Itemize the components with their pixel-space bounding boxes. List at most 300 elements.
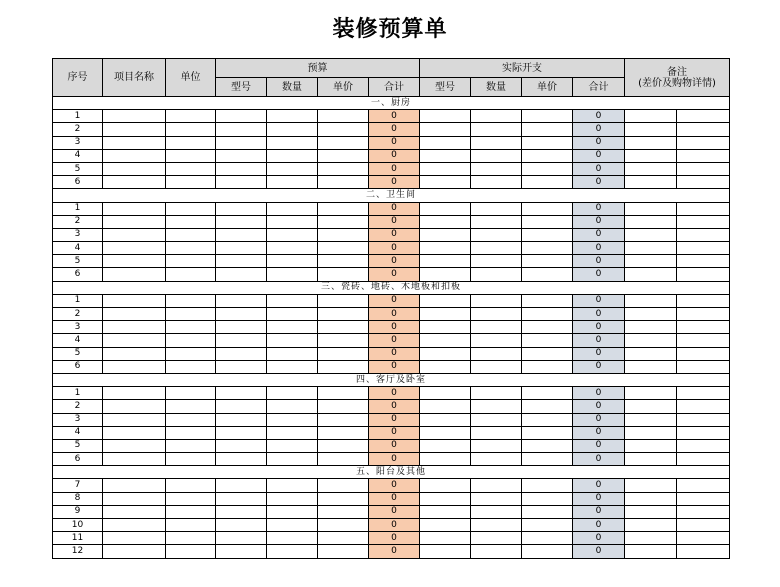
cell-budget-model[interactable] — [216, 360, 267, 373]
cell-unit[interactable] — [166, 413, 216, 426]
cell-actual-total[interactable]: 0 — [573, 492, 625, 505]
cell-actual-qty[interactable] — [471, 215, 522, 228]
cell-remark-b[interactable] — [677, 215, 730, 228]
cell-actual-model[interactable] — [420, 387, 471, 400]
cell-unit[interactable] — [166, 202, 216, 215]
cell-actual-model[interactable] — [420, 479, 471, 492]
cell-actual-price[interactable] — [522, 321, 573, 334]
cell-remark-b[interactable] — [677, 426, 730, 439]
cell-actual-qty[interactable] — [471, 268, 522, 281]
cell-item-name[interactable] — [103, 202, 166, 215]
cell-budget-model[interactable] — [216, 321, 267, 334]
cell-budget-qty[interactable] — [267, 453, 318, 466]
cell-budget-total[interactable]: 0 — [369, 294, 420, 307]
cell-seq[interactable]: 2 — [53, 400, 103, 413]
cell-unit[interactable] — [166, 176, 216, 189]
cell-item-name[interactable] — [103, 347, 166, 360]
cell-remark-a[interactable] — [625, 202, 677, 215]
cell-actual-qty[interactable] — [471, 387, 522, 400]
cell-unit[interactable] — [166, 439, 216, 452]
cell-unit[interactable] — [166, 215, 216, 228]
cell-remark-a[interactable] — [625, 360, 677, 373]
cell-item-name[interactable] — [103, 492, 166, 505]
cell-actual-price[interactable] — [522, 242, 573, 255]
cell-actual-qty[interactable] — [471, 532, 522, 545]
cell-remark-a[interactable] — [625, 426, 677, 439]
cell-seq[interactable]: 11 — [53, 532, 103, 545]
cell-budget-total[interactable]: 0 — [369, 149, 420, 162]
cell-actual-model[interactable] — [420, 162, 471, 175]
cell-budget-qty[interactable] — [267, 321, 318, 334]
cell-unit[interactable] — [166, 110, 216, 123]
cell-unit[interactable] — [166, 308, 216, 321]
cell-budget-price[interactable] — [318, 387, 369, 400]
cell-actual-total[interactable]: 0 — [573, 162, 625, 175]
cell-budget-model[interactable] — [216, 334, 267, 347]
cell-actual-price[interactable] — [522, 202, 573, 215]
cell-budget-qty[interactable] — [267, 202, 318, 215]
cell-budget-total[interactable]: 0 — [369, 505, 420, 518]
cell-remark-a[interactable] — [625, 545, 677, 558]
cell-seq[interactable]: 3 — [53, 413, 103, 426]
cell-actual-model[interactable] — [420, 426, 471, 439]
cell-actual-price[interactable] — [522, 347, 573, 360]
cell-budget-model[interactable] — [216, 242, 267, 255]
cell-seq[interactable]: 1 — [53, 294, 103, 307]
cell-budget-price[interactable] — [318, 294, 369, 307]
cell-unit[interactable] — [166, 505, 216, 518]
cell-budget-total[interactable]: 0 — [369, 321, 420, 334]
cell-remark-b[interactable] — [677, 255, 730, 268]
cell-unit[interactable] — [166, 228, 216, 241]
cell-seq[interactable]: 4 — [53, 334, 103, 347]
cell-actual-qty[interactable] — [471, 110, 522, 123]
cell-remark-b[interactable] — [677, 347, 730, 360]
cell-budget-price[interactable] — [318, 268, 369, 281]
cell-actual-qty[interactable] — [471, 426, 522, 439]
cell-budget-price[interactable] — [318, 334, 369, 347]
cell-budget-qty[interactable] — [267, 532, 318, 545]
cell-remark-a[interactable] — [625, 519, 677, 532]
cell-budget-total[interactable]: 0 — [369, 334, 420, 347]
cell-budget-model[interactable] — [216, 439, 267, 452]
cell-actual-price[interactable] — [522, 532, 573, 545]
cell-actual-qty[interactable] — [471, 176, 522, 189]
cell-actual-price[interactable] — [522, 294, 573, 307]
cell-item-name[interactable] — [103, 387, 166, 400]
cell-actual-price[interactable] — [522, 228, 573, 241]
cell-item-name[interactable] — [103, 439, 166, 452]
cell-actual-total[interactable]: 0 — [573, 413, 625, 426]
cell-actual-model[interactable] — [420, 519, 471, 532]
cell-remark-b[interactable] — [677, 545, 730, 558]
cell-budget-model[interactable] — [216, 162, 267, 175]
cell-actual-price[interactable] — [522, 439, 573, 452]
cell-budget-model[interactable] — [216, 149, 267, 162]
cell-budget-qty[interactable] — [267, 136, 318, 149]
cell-unit[interactable] — [166, 479, 216, 492]
cell-actual-total[interactable]: 0 — [573, 400, 625, 413]
cell-budget-price[interactable] — [318, 492, 369, 505]
cell-actual-price[interactable] — [522, 215, 573, 228]
cell-budget-qty[interactable] — [267, 149, 318, 162]
cell-actual-price[interactable] — [522, 176, 573, 189]
cell-remark-a[interactable] — [625, 413, 677, 426]
cell-remark-b[interactable] — [677, 228, 730, 241]
cell-remark-a[interactable] — [625, 400, 677, 413]
cell-budget-total[interactable]: 0 — [369, 202, 420, 215]
cell-remark-a[interactable] — [625, 110, 677, 123]
cell-budget-model[interactable] — [216, 400, 267, 413]
cell-actual-model[interactable] — [420, 215, 471, 228]
cell-actual-price[interactable] — [522, 123, 573, 136]
cell-actual-total[interactable]: 0 — [573, 439, 625, 452]
cell-remark-a[interactable] — [625, 123, 677, 136]
cell-seq[interactable]: 8 — [53, 492, 103, 505]
cell-seq[interactable]: 1 — [53, 387, 103, 400]
cell-budget-qty[interactable] — [267, 228, 318, 241]
cell-remark-b[interactable] — [677, 519, 730, 532]
cell-remark-a[interactable] — [625, 294, 677, 307]
cell-actual-total[interactable]: 0 — [573, 242, 625, 255]
cell-actual-price[interactable] — [522, 492, 573, 505]
cell-budget-price[interactable] — [318, 360, 369, 373]
cell-remark-b[interactable] — [677, 492, 730, 505]
cell-seq[interactable]: 10 — [53, 519, 103, 532]
cell-remark-b[interactable] — [677, 387, 730, 400]
cell-actual-total[interactable]: 0 — [573, 426, 625, 439]
cell-unit[interactable] — [166, 334, 216, 347]
cell-actual-qty[interactable] — [471, 347, 522, 360]
cell-budget-total[interactable]: 0 — [369, 268, 420, 281]
cell-unit[interactable] — [166, 242, 216, 255]
cell-remark-a[interactable] — [625, 321, 677, 334]
cell-actual-model[interactable] — [420, 123, 471, 136]
cell-budget-qty[interactable] — [267, 123, 318, 136]
cell-actual-price[interactable] — [522, 453, 573, 466]
cell-budget-qty[interactable] — [267, 110, 318, 123]
cell-actual-model[interactable] — [420, 268, 471, 281]
cell-budget-price[interactable] — [318, 400, 369, 413]
cell-actual-price[interactable] — [522, 519, 573, 532]
cell-remark-a[interactable] — [625, 492, 677, 505]
cell-remark-b[interactable] — [677, 110, 730, 123]
cell-item-name[interactable] — [103, 294, 166, 307]
cell-item-name[interactable] — [103, 136, 166, 149]
cell-budget-model[interactable] — [216, 123, 267, 136]
cell-actual-price[interactable] — [522, 400, 573, 413]
cell-remark-b[interactable] — [677, 532, 730, 545]
cell-budget-qty[interactable] — [267, 505, 318, 518]
cell-budget-model[interactable] — [216, 453, 267, 466]
cell-seq[interactable]: 9 — [53, 505, 103, 518]
cell-budget-total[interactable]: 0 — [369, 308, 420, 321]
cell-seq[interactable]: 1 — [53, 110, 103, 123]
cell-budget-total[interactable]: 0 — [369, 176, 420, 189]
cell-budget-total[interactable]: 0 — [369, 453, 420, 466]
cell-budget-total[interactable]: 0 — [369, 255, 420, 268]
cell-budget-qty[interactable] — [267, 255, 318, 268]
cell-actual-qty[interactable] — [471, 492, 522, 505]
cell-remark-a[interactable] — [625, 308, 677, 321]
cell-actual-model[interactable] — [420, 545, 471, 558]
cell-item-name[interactable] — [103, 308, 166, 321]
cell-item-name[interactable] — [103, 519, 166, 532]
cell-budget-model[interactable] — [216, 505, 267, 518]
cell-remark-a[interactable] — [625, 268, 677, 281]
cell-actual-qty[interactable] — [471, 505, 522, 518]
cell-budget-model[interactable] — [216, 202, 267, 215]
cell-budget-total[interactable]: 0 — [369, 123, 420, 136]
cell-actual-qty[interactable] — [471, 321, 522, 334]
cell-actual-total[interactable]: 0 — [573, 255, 625, 268]
cell-actual-price[interactable] — [522, 308, 573, 321]
cell-item-name[interactable] — [103, 360, 166, 373]
cell-budget-qty[interactable] — [267, 492, 318, 505]
cell-actual-model[interactable] — [420, 176, 471, 189]
cell-remark-b[interactable] — [677, 176, 730, 189]
cell-actual-total[interactable]: 0 — [573, 149, 625, 162]
cell-actual-qty[interactable] — [471, 519, 522, 532]
cell-budget-total[interactable]: 0 — [369, 110, 420, 123]
cell-budget-model[interactable] — [216, 268, 267, 281]
cell-actual-model[interactable] — [420, 400, 471, 413]
cell-seq[interactable]: 4 — [53, 149, 103, 162]
cell-seq[interactable]: 5 — [53, 347, 103, 360]
cell-actual-qty[interactable] — [471, 162, 522, 175]
cell-item-name[interactable] — [103, 532, 166, 545]
cell-item-name[interactable] — [103, 400, 166, 413]
cell-remark-b[interactable] — [677, 439, 730, 452]
cell-actual-model[interactable] — [420, 228, 471, 241]
cell-seq[interactable]: 1 — [53, 202, 103, 215]
cell-budget-qty[interactable] — [267, 242, 318, 255]
cell-remark-a[interactable] — [625, 176, 677, 189]
cell-remark-a[interactable] — [625, 215, 677, 228]
cell-remark-a[interactable] — [625, 149, 677, 162]
cell-actual-total[interactable]: 0 — [573, 453, 625, 466]
cell-actual-model[interactable] — [420, 334, 471, 347]
cell-actual-total[interactable]: 0 — [573, 215, 625, 228]
cell-budget-total[interactable]: 0 — [369, 360, 420, 373]
cell-budget-model[interactable] — [216, 136, 267, 149]
cell-seq[interactable]: 5 — [53, 439, 103, 452]
cell-remark-b[interactable] — [677, 136, 730, 149]
cell-remark-b[interactable] — [677, 334, 730, 347]
cell-item-name[interactable] — [103, 228, 166, 241]
cell-actual-qty[interactable] — [471, 308, 522, 321]
cell-remark-b[interactable] — [677, 242, 730, 255]
cell-remark-a[interactable] — [625, 505, 677, 518]
cell-remark-a[interactable] — [625, 479, 677, 492]
cell-remark-b[interactable] — [677, 400, 730, 413]
cell-budget-model[interactable] — [216, 308, 267, 321]
cell-remark-b[interactable] — [677, 268, 730, 281]
cell-item-name[interactable] — [103, 268, 166, 281]
cell-unit[interactable] — [166, 347, 216, 360]
cell-seq[interactable]: 7 — [53, 479, 103, 492]
cell-budget-total[interactable]: 0 — [369, 545, 420, 558]
cell-seq[interactable]: 5 — [53, 162, 103, 175]
cell-budget-model[interactable] — [216, 545, 267, 558]
cell-seq[interactable]: 5 — [53, 255, 103, 268]
cell-remark-b[interactable] — [677, 308, 730, 321]
cell-budget-model[interactable] — [216, 215, 267, 228]
cell-budget-model[interactable] — [216, 519, 267, 532]
cell-budget-qty[interactable] — [267, 413, 318, 426]
cell-actual-price[interactable] — [522, 413, 573, 426]
cell-actual-total[interactable]: 0 — [573, 519, 625, 532]
cell-actual-model[interactable] — [420, 294, 471, 307]
cell-budget-qty[interactable] — [267, 162, 318, 175]
cell-unit[interactable] — [166, 294, 216, 307]
cell-actual-qty[interactable] — [471, 545, 522, 558]
cell-actual-qty[interactable] — [471, 202, 522, 215]
cell-actual-total[interactable]: 0 — [573, 110, 625, 123]
cell-actual-model[interactable] — [420, 149, 471, 162]
cell-unit[interactable] — [166, 162, 216, 175]
cell-budget-price[interactable] — [318, 505, 369, 518]
cell-unit[interactable] — [166, 255, 216, 268]
cell-item-name[interactable] — [103, 321, 166, 334]
cell-item-name[interactable] — [103, 176, 166, 189]
cell-budget-model[interactable] — [216, 347, 267, 360]
cell-budget-qty[interactable] — [267, 347, 318, 360]
cell-seq[interactable]: 4 — [53, 242, 103, 255]
cell-remark-a[interactable] — [625, 242, 677, 255]
cell-remark-b[interactable] — [677, 505, 730, 518]
cell-actual-qty[interactable] — [471, 228, 522, 241]
cell-remark-b[interactable] — [677, 321, 730, 334]
cell-budget-total[interactable]: 0 — [369, 519, 420, 532]
cell-unit[interactable] — [166, 545, 216, 558]
cell-seq[interactable]: 2 — [53, 308, 103, 321]
cell-budget-price[interactable] — [318, 453, 369, 466]
cell-budget-total[interactable]: 0 — [369, 215, 420, 228]
cell-budget-qty[interactable] — [267, 479, 318, 492]
cell-item-name[interactable] — [103, 413, 166, 426]
cell-actual-total[interactable]: 0 — [573, 334, 625, 347]
cell-actual-model[interactable] — [420, 202, 471, 215]
cell-remark-b[interactable] — [677, 123, 730, 136]
cell-budget-model[interactable] — [216, 294, 267, 307]
cell-unit[interactable] — [166, 149, 216, 162]
cell-actual-price[interactable] — [522, 426, 573, 439]
cell-unit[interactable] — [166, 321, 216, 334]
cell-item-name[interactable] — [103, 162, 166, 175]
cell-actual-model[interactable] — [420, 321, 471, 334]
cell-budget-total[interactable]: 0 — [369, 413, 420, 426]
cell-budget-price[interactable] — [318, 426, 369, 439]
cell-budget-qty[interactable] — [267, 215, 318, 228]
cell-seq[interactable]: 3 — [53, 321, 103, 334]
cell-actual-model[interactable] — [420, 110, 471, 123]
cell-budget-total[interactable]: 0 — [369, 426, 420, 439]
cell-actual-model[interactable] — [420, 136, 471, 149]
cell-actual-model[interactable] — [420, 308, 471, 321]
cell-actual-total[interactable]: 0 — [573, 479, 625, 492]
cell-budget-total[interactable]: 0 — [369, 532, 420, 545]
cell-remark-b[interactable] — [677, 360, 730, 373]
cell-actual-total[interactable]: 0 — [573, 268, 625, 281]
cell-remark-a[interactable] — [625, 439, 677, 452]
cell-budget-qty[interactable] — [267, 519, 318, 532]
cell-remark-a[interactable] — [625, 387, 677, 400]
cell-unit[interactable] — [166, 400, 216, 413]
cell-budget-price[interactable] — [318, 136, 369, 149]
cell-actual-price[interactable] — [522, 505, 573, 518]
cell-actual-price[interactable] — [522, 149, 573, 162]
cell-actual-price[interactable] — [522, 360, 573, 373]
cell-unit[interactable] — [166, 123, 216, 136]
cell-actual-qty[interactable] — [471, 334, 522, 347]
cell-item-name[interactable] — [103, 505, 166, 518]
cell-actual-total[interactable]: 0 — [573, 123, 625, 136]
cell-budget-total[interactable]: 0 — [369, 492, 420, 505]
cell-remark-b[interactable] — [677, 453, 730, 466]
cell-budget-price[interactable] — [318, 519, 369, 532]
cell-seq[interactable]: 3 — [53, 228, 103, 241]
cell-item-name[interactable] — [103, 334, 166, 347]
cell-actual-qty[interactable] — [471, 242, 522, 255]
cell-budget-total[interactable]: 0 — [369, 347, 420, 360]
cell-actual-model[interactable] — [420, 360, 471, 373]
cell-budget-price[interactable] — [318, 162, 369, 175]
cell-remark-a[interactable] — [625, 347, 677, 360]
cell-actual-price[interactable] — [522, 387, 573, 400]
cell-remark-a[interactable] — [625, 453, 677, 466]
cell-budget-qty[interactable] — [267, 176, 318, 189]
cell-seq[interactable]: 6 — [53, 268, 103, 281]
cell-actual-model[interactable] — [420, 439, 471, 452]
cell-actual-model[interactable] — [420, 453, 471, 466]
cell-budget-price[interactable] — [318, 545, 369, 558]
cell-actual-total[interactable]: 0 — [573, 347, 625, 360]
cell-actual-qty[interactable] — [471, 123, 522, 136]
cell-budget-qty[interactable] — [267, 334, 318, 347]
cell-item-name[interactable] — [103, 545, 166, 558]
cell-budget-model[interactable] — [216, 176, 267, 189]
cell-actual-total[interactable]: 0 — [573, 321, 625, 334]
cell-remark-b[interactable] — [677, 149, 730, 162]
cell-item-name[interactable] — [103, 255, 166, 268]
cell-item-name[interactable] — [103, 242, 166, 255]
cell-item-name[interactable] — [103, 149, 166, 162]
cell-budget-price[interactable] — [318, 413, 369, 426]
cell-budget-qty[interactable] — [267, 294, 318, 307]
cell-actual-model[interactable] — [420, 413, 471, 426]
cell-budget-qty[interactable] — [267, 400, 318, 413]
cell-actual-total[interactable]: 0 — [573, 532, 625, 545]
cell-budget-price[interactable] — [318, 347, 369, 360]
cell-budget-model[interactable] — [216, 255, 267, 268]
cell-budget-qty[interactable] — [267, 545, 318, 558]
cell-item-name[interactable] — [103, 215, 166, 228]
cell-item-name[interactable] — [103, 453, 166, 466]
cell-budget-model[interactable] — [216, 228, 267, 241]
cell-actual-qty[interactable] — [471, 413, 522, 426]
cell-remark-a[interactable] — [625, 255, 677, 268]
cell-actual-price[interactable] — [522, 545, 573, 558]
cell-unit[interactable] — [166, 426, 216, 439]
cell-actual-total[interactable]: 0 — [573, 176, 625, 189]
cell-budget-qty[interactable] — [267, 387, 318, 400]
cell-item-name[interactable] — [103, 123, 166, 136]
cell-item-name[interactable] — [103, 110, 166, 123]
cell-actual-model[interactable] — [420, 505, 471, 518]
cell-budget-total[interactable]: 0 — [369, 387, 420, 400]
cell-actual-price[interactable] — [522, 162, 573, 175]
